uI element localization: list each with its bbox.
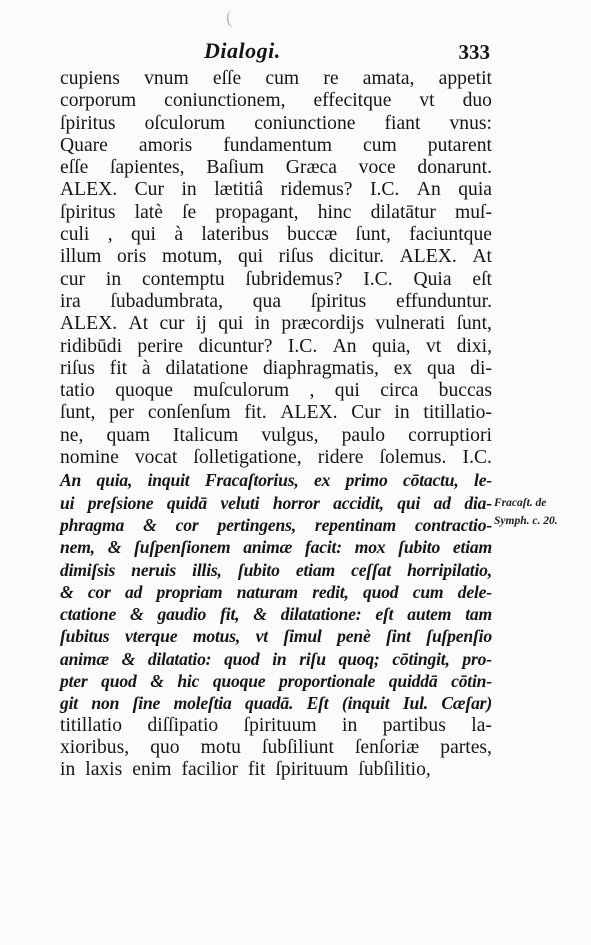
text-word: eſt xyxy=(472,268,492,290)
text-word: animæ xyxy=(243,537,293,558)
text-word: git xyxy=(60,693,78,714)
text-line xyxy=(60,336,492,358)
text-word: Quare xyxy=(60,134,108,156)
text-word: Iul. xyxy=(402,693,428,714)
text-word: pro- xyxy=(462,648,492,669)
marginal-note-line: Symph. c. 20. xyxy=(494,515,558,527)
text-word: ſpirituum xyxy=(243,714,317,736)
text-word: & xyxy=(121,648,136,669)
text-word: buccæ xyxy=(287,224,338,246)
text-word: vt xyxy=(255,626,268,647)
text-word: ad xyxy=(433,492,451,513)
text-word: coniunctionem, xyxy=(164,90,286,112)
stray-ink-mark: ( xyxy=(224,7,234,29)
text-word: ſe xyxy=(182,201,197,223)
text-word: ridere xyxy=(317,447,364,469)
text-word: nomine xyxy=(60,447,119,469)
text-word: propagant, xyxy=(215,201,299,223)
text-word: vnum xyxy=(144,68,189,89)
text-word: ſpiritus xyxy=(310,290,367,312)
text-word: ſpiritus xyxy=(60,201,116,223)
running-head-title: Dialogi. xyxy=(204,38,281,63)
text-line xyxy=(60,648,492,670)
text-word: Fracaſtorius, xyxy=(204,470,299,491)
text-word: neruis xyxy=(131,559,177,580)
text-word: ſubito xyxy=(398,537,441,558)
text-word: cupiens xyxy=(60,68,120,89)
text-word: titillatio xyxy=(60,714,123,736)
text-word: ex xyxy=(313,470,331,491)
text-word: gaudio xyxy=(157,604,207,625)
text-word: partibus xyxy=(382,714,446,736)
text-word: Cur xyxy=(351,402,381,424)
text-word: eſt xyxy=(375,604,394,625)
text-word: qui xyxy=(237,246,264,268)
text-word: primo xyxy=(345,470,388,491)
text-line xyxy=(60,358,492,380)
text-word: I.C. xyxy=(369,179,400,201)
text-word: laxis xyxy=(85,759,123,781)
text-line xyxy=(60,113,492,135)
text-word: ceſſat xyxy=(351,559,391,580)
text-word: horror xyxy=(272,492,320,513)
text-word: in xyxy=(105,268,122,290)
body-text xyxy=(60,68,492,782)
text-word: eſſe xyxy=(212,68,242,89)
text-word: animæ xyxy=(60,648,109,669)
text-word: lætitiâ xyxy=(214,179,264,201)
text-word: dilatātur xyxy=(370,201,436,223)
text-line xyxy=(60,380,492,402)
text-line xyxy=(60,737,492,759)
text-word: quoque xyxy=(212,671,266,692)
text-word: enim xyxy=(132,759,172,781)
text-word: ex xyxy=(393,357,413,379)
text-word: motum, xyxy=(161,246,223,268)
text-word: ſubridemus? xyxy=(245,268,343,290)
text-word: qua xyxy=(252,290,282,312)
text-word: inquit xyxy=(147,470,190,491)
text-word: motus, xyxy=(192,626,241,647)
text-word: ALEX. xyxy=(60,179,118,201)
text-line xyxy=(60,603,492,625)
text-word: vterque xyxy=(125,626,178,647)
text-word: ſolemus. xyxy=(379,447,447,469)
text-word: veluti xyxy=(220,492,260,513)
text-word: I.C. xyxy=(363,268,393,290)
text-word: in xyxy=(181,179,197,201)
text-word: qui xyxy=(334,380,360,402)
text-word: quoque xyxy=(115,380,173,402)
text-word: à xyxy=(174,224,184,246)
text-word: An xyxy=(416,179,441,201)
text-word: cur xyxy=(159,313,185,335)
text-word: oris xyxy=(116,246,147,268)
text-word: preſsione xyxy=(87,492,154,513)
text-word: amoris xyxy=(138,134,193,156)
text-word: ne, xyxy=(60,424,84,446)
text-word: phragma xyxy=(60,514,125,535)
text-word: motu xyxy=(200,736,241,758)
text-word: ſine xyxy=(132,693,161,714)
text-word: cōtingit, xyxy=(392,648,450,669)
text-word: dixi, xyxy=(456,335,492,357)
text-word: fit, xyxy=(220,604,240,625)
text-word: mox xyxy=(354,537,386,558)
text-word: di- xyxy=(470,357,492,379)
text-word: cum xyxy=(265,68,300,89)
text-word: I.C. xyxy=(287,335,318,357)
text-line xyxy=(60,447,492,469)
text-word: (inquit xyxy=(341,693,390,714)
text-word: , xyxy=(107,224,113,246)
text-word: quod xyxy=(101,671,137,692)
text-word: oſculorum xyxy=(144,112,226,134)
text-line xyxy=(60,202,492,224)
text-word: ſubſilitio, xyxy=(358,759,431,781)
text-line xyxy=(60,625,492,647)
text-word: quam xyxy=(106,424,150,446)
text-word: quod xyxy=(224,648,260,669)
text-word: vulnerati xyxy=(375,313,446,335)
text-word: illis, xyxy=(192,559,222,580)
text-word: ridemus? xyxy=(280,179,353,201)
text-word: circa xyxy=(380,380,419,402)
text-line xyxy=(60,692,492,714)
text-word: dilatatio: xyxy=(147,648,212,669)
text-word: cor xyxy=(175,514,199,535)
text-line xyxy=(60,291,492,313)
text-word: ſubadumbrata, xyxy=(110,290,224,312)
text-word: hic xyxy=(177,671,200,692)
text-word: paulo xyxy=(341,424,386,446)
text-word: dele- xyxy=(457,581,492,602)
text-word: vnus: xyxy=(449,112,492,134)
text-word: pter xyxy=(60,671,88,692)
text-line xyxy=(60,246,492,268)
text-word: repentinam xyxy=(314,514,397,535)
text-word: conſenſum xyxy=(147,402,231,424)
text-word: ſapientes, xyxy=(110,157,185,179)
text-word: cōtin- xyxy=(451,671,492,692)
text-word: quadā. xyxy=(245,693,294,714)
text-word: muſ- xyxy=(454,201,492,223)
text-word: perire xyxy=(137,335,184,357)
text-word: vt xyxy=(425,335,442,357)
text-word: Italicum xyxy=(173,424,239,446)
text-word: in xyxy=(342,714,358,736)
text-word: diſſipatio xyxy=(147,714,219,736)
text-word: in xyxy=(394,402,410,424)
text-word: corporum xyxy=(60,90,137,112)
text-word: quia, xyxy=(96,470,133,491)
text-word: proportionale xyxy=(279,671,376,692)
text-word: tatio xyxy=(60,380,95,402)
text-word: voce xyxy=(358,157,396,179)
text-line xyxy=(60,715,492,737)
text-word: ſpirituum xyxy=(275,759,349,781)
text-word: contractio- xyxy=(415,514,492,535)
text-word: hinc xyxy=(317,201,352,223)
text-line xyxy=(60,135,492,157)
text-word: ALEX. xyxy=(60,313,118,335)
text-word: le- xyxy=(474,470,492,491)
text-word: præcordijs xyxy=(281,313,365,335)
text-word: fit. xyxy=(244,402,267,424)
text-word: appetit xyxy=(438,68,492,89)
text-line xyxy=(60,425,492,447)
text-word: effunduntur. xyxy=(396,290,492,312)
text-line xyxy=(60,402,492,424)
text-word: diaphragmatis, xyxy=(262,357,379,379)
text-word: cur xyxy=(60,268,86,290)
text-word: faciuntque xyxy=(409,224,492,246)
text-line xyxy=(60,90,492,112)
text-word: ſunt, xyxy=(355,224,391,246)
text-word: quia, xyxy=(371,335,411,357)
text-word: & xyxy=(60,581,74,602)
text-word: vocat xyxy=(134,447,178,469)
text-word: vulgus, xyxy=(261,424,319,446)
text-word: cor xyxy=(87,581,111,602)
text-line xyxy=(60,469,492,491)
text-word: ALEX. xyxy=(399,246,457,268)
text-word: in xyxy=(60,759,76,781)
text-line xyxy=(60,514,492,536)
text-word: naturam xyxy=(236,581,298,602)
text-word: ſolletigatione, xyxy=(193,447,302,469)
text-word: illum xyxy=(60,246,102,268)
text-word: facit: xyxy=(304,537,342,558)
text-word: titillatio- xyxy=(423,402,492,424)
text-word: facilior xyxy=(181,759,239,781)
text-word: buccas xyxy=(438,380,492,402)
text-word: fundamentum xyxy=(223,134,333,156)
text-word: re xyxy=(323,68,339,89)
text-word: cum xyxy=(363,134,397,156)
text-word: An xyxy=(60,470,82,491)
text-word: per xyxy=(109,402,135,424)
text-word: Quia xyxy=(413,268,452,290)
text-word: quod xyxy=(363,581,399,602)
text-word: & xyxy=(107,537,122,558)
text-line xyxy=(60,224,492,246)
text-word: , xyxy=(309,380,315,402)
text-word: tam xyxy=(465,604,492,625)
text-word: latè xyxy=(134,201,163,223)
text-line xyxy=(60,559,492,581)
text-word: culi xyxy=(60,224,90,246)
text-word: quiddā xyxy=(388,671,438,692)
text-word: lateribus xyxy=(201,224,269,246)
text-word: riſu xyxy=(299,648,326,669)
text-word: eſſe xyxy=(60,157,89,179)
text-line xyxy=(60,492,492,514)
text-word: cōtactu, xyxy=(403,470,459,491)
text-word: amata, xyxy=(362,68,415,89)
text-word: & xyxy=(150,671,164,692)
text-word: duo xyxy=(462,90,492,112)
text-word: muſculorum xyxy=(193,380,290,402)
page-number: 333 xyxy=(458,40,490,64)
text-word: contemptu xyxy=(141,268,225,290)
text-word: dia- xyxy=(464,492,492,513)
text-word: At xyxy=(128,313,149,335)
text-word: horripilatio, xyxy=(407,559,492,580)
text-word: dicitur. xyxy=(329,246,385,268)
text-word: dilatatione: xyxy=(280,604,362,625)
text-word: quo xyxy=(150,736,180,758)
text-line xyxy=(60,157,492,179)
text-word: qui xyxy=(130,224,156,246)
text-word: & xyxy=(130,604,144,625)
text-word: accidit, xyxy=(333,492,384,513)
text-word: xioribus, xyxy=(60,736,130,758)
text-word: nem, xyxy=(60,537,95,558)
text-word: I.C. xyxy=(462,447,492,469)
text-word: fit xyxy=(109,357,128,379)
text-line xyxy=(60,313,492,335)
text-word: riſus xyxy=(278,246,314,268)
text-line xyxy=(60,759,492,781)
text-word: Baſium xyxy=(206,157,265,179)
text-word: ſint xyxy=(386,626,411,647)
text-word: qui xyxy=(218,313,244,335)
text-word: dicuntur? xyxy=(198,335,273,357)
text-word: in xyxy=(254,313,270,335)
text-word: effecitque xyxy=(313,90,392,112)
text-word: ctatione xyxy=(60,604,117,625)
text-word: riſus xyxy=(60,357,95,379)
text-word: Græca xyxy=(285,157,337,179)
text-word: non xyxy=(91,693,120,714)
text-word: ui xyxy=(60,492,75,513)
text-word: At xyxy=(472,246,492,268)
running-head xyxy=(62,38,490,68)
text-word: Cæſar) xyxy=(441,693,492,714)
text-word: à xyxy=(141,357,151,379)
text-line xyxy=(60,179,492,201)
text-word: ſubito xyxy=(237,559,280,580)
text-word: qua xyxy=(427,357,456,379)
text-word: Eſt xyxy=(306,693,329,714)
text-word: ALEX. xyxy=(280,402,338,424)
text-word: ſpiritus xyxy=(60,112,116,134)
text-word: quidā xyxy=(166,492,207,513)
marginal-note xyxy=(494,494,586,530)
text-word: Cur xyxy=(134,179,164,201)
text-line xyxy=(60,68,492,90)
text-word: vt xyxy=(419,90,435,112)
text-word: ij xyxy=(195,313,207,335)
text-word: ira xyxy=(60,290,81,312)
text-line xyxy=(60,670,492,692)
text-word: ſunt, xyxy=(60,402,96,424)
text-word: quoq; xyxy=(338,648,380,669)
text-word: ridibūdi xyxy=(60,335,123,357)
text-word: etiam xyxy=(452,537,492,558)
text-word: cum xyxy=(412,581,444,602)
text-word: pertingens, xyxy=(217,514,296,535)
text-word: etiam xyxy=(295,559,335,580)
text-word: ſenſoriæ xyxy=(354,736,420,758)
text-word: qui xyxy=(397,492,421,513)
text-word: in xyxy=(272,648,287,669)
text-word: quia xyxy=(458,179,492,201)
text-word: redit, xyxy=(312,581,349,602)
text-word: putarent xyxy=(427,134,492,156)
text-word: partes, xyxy=(440,736,492,758)
text-word: An xyxy=(332,335,357,357)
text-word: autem xyxy=(407,604,452,625)
text-word: ſubitus xyxy=(60,626,110,647)
text-word: penè xyxy=(337,626,371,647)
text-word: la- xyxy=(471,714,492,736)
text-word: ſunt, xyxy=(456,313,492,335)
text-word: ſuſpenſio xyxy=(426,626,492,647)
text-word: corruptiori xyxy=(408,424,492,446)
marginal-note-line: Fracaſt. de xyxy=(494,497,547,509)
text-word: fiant xyxy=(384,112,421,134)
text-line xyxy=(60,536,492,558)
text-word: ſubſiliunt xyxy=(262,736,334,758)
text-word: moleſtia xyxy=(173,693,232,714)
text-word: ad xyxy=(125,581,143,602)
text-word: ſuſpenſionem xyxy=(134,537,231,558)
text-word: dilatatione xyxy=(165,357,249,379)
text-line xyxy=(60,581,492,603)
text-word: dimiſsis xyxy=(60,559,116,580)
text-word: & xyxy=(253,604,267,625)
text-line xyxy=(60,269,492,291)
text-word: donarunt. xyxy=(417,157,492,179)
text-word: fit xyxy=(248,759,266,781)
text-word: ſimul xyxy=(283,626,322,647)
text-word: coniunctione xyxy=(254,112,356,134)
text-word: propriam xyxy=(156,581,223,602)
text-word: & xyxy=(143,514,157,535)
